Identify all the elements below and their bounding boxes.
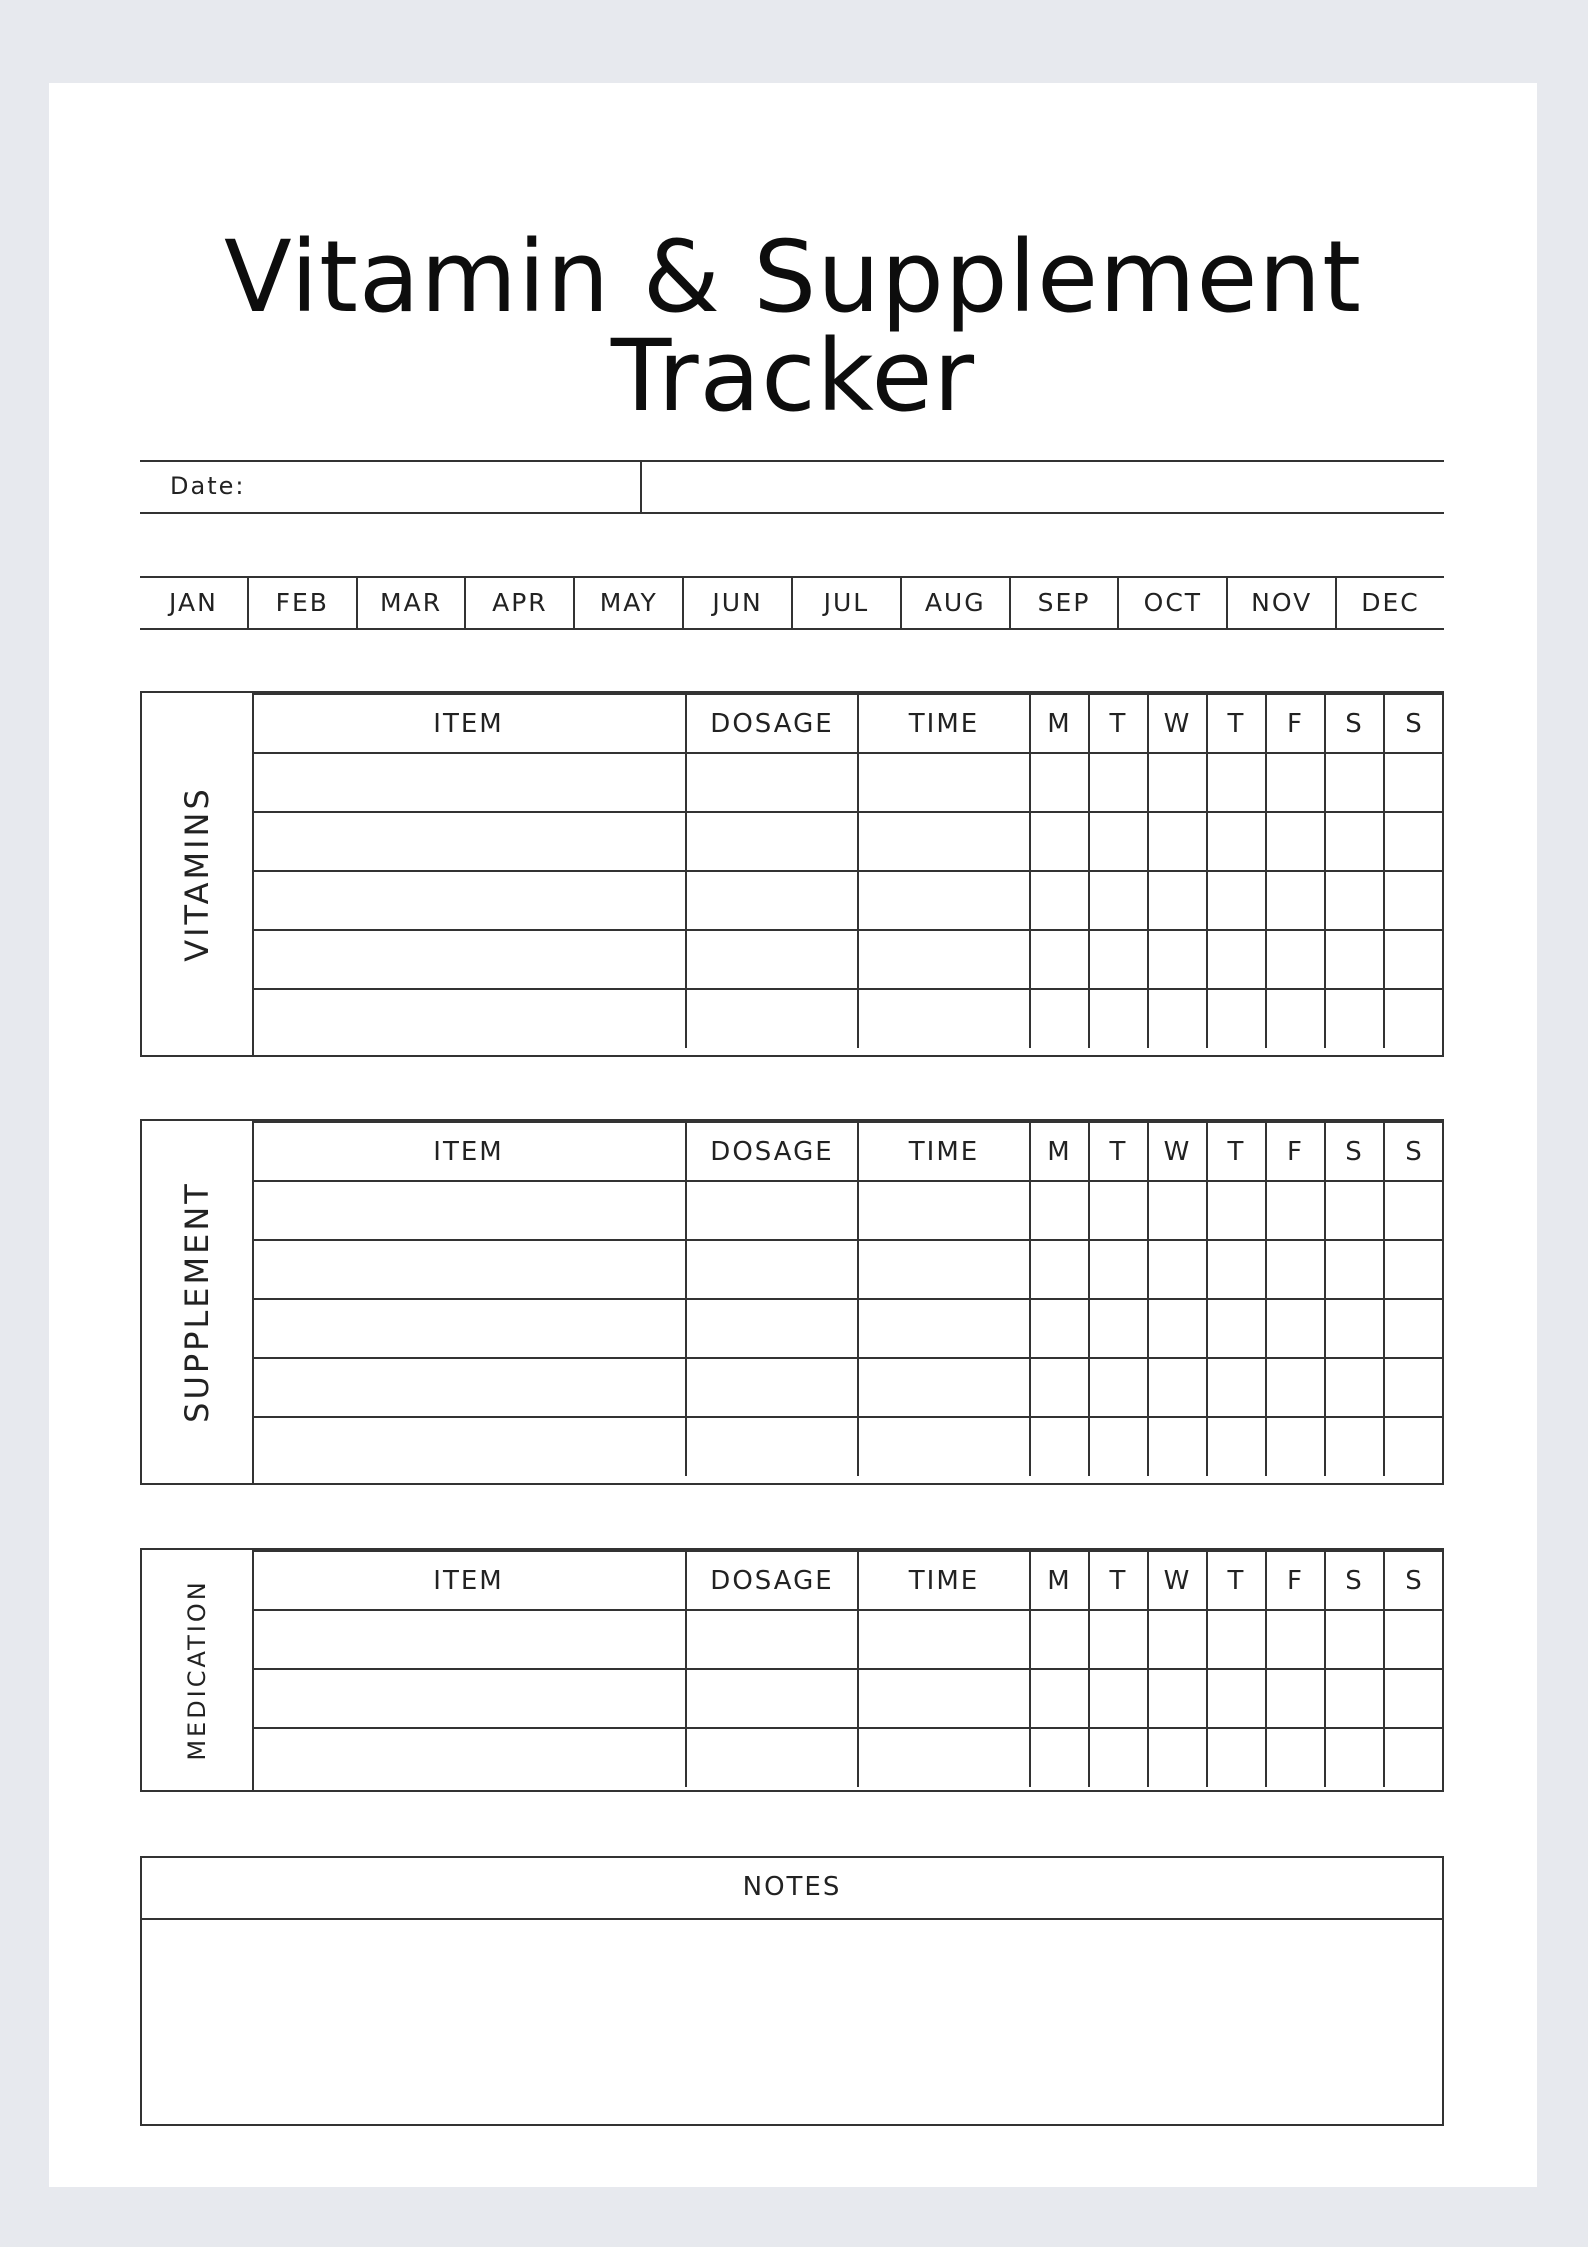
day-check-cell[interactable] [1089, 871, 1148, 930]
time-cell[interactable] [858, 753, 1030, 812]
supplement-table [140, 1119, 1444, 1485]
header-day: W [1148, 1122, 1207, 1181]
day-check-cell[interactable] [1030, 1728, 1089, 1787]
table-row [252, 1299, 1444, 1358]
day-check-cell[interactable] [1384, 1417, 1444, 1476]
month-aug[interactable]: AUG [900, 578, 1009, 628]
table-row [252, 1181, 1444, 1240]
day-check-cell[interactable] [1207, 989, 1266, 1048]
day-check-cell[interactable] [1384, 1728, 1444, 1787]
day-check-cell[interactable] [1325, 753, 1384, 812]
day-check-cell[interactable] [1207, 1240, 1266, 1299]
header-item: ITEM [252, 1551, 686, 1610]
day-check-cell[interactable] [1089, 753, 1148, 812]
table-row [252, 989, 1444, 1048]
time-cell[interactable] [858, 1181, 1030, 1240]
day-check-cell[interactable] [1148, 1417, 1207, 1476]
day-check-cell[interactable] [1266, 812, 1325, 871]
date-divider [640, 462, 642, 512]
month-dec[interactable]: DEC [1335, 578, 1444, 628]
day-check-cell[interactable] [1384, 1358, 1444, 1417]
time-cell[interactable] [858, 1417, 1030, 1476]
day-check-cell[interactable] [1089, 1728, 1148, 1787]
day-check-cell[interactable] [1384, 871, 1444, 930]
month-row [140, 576, 1444, 630]
day-check-cell[interactable] [1325, 871, 1384, 930]
day-check-cell[interactable] [1384, 1669, 1444, 1728]
day-check-cell[interactable] [1148, 812, 1207, 871]
header-day: S [1384, 1551, 1444, 1610]
day-check-cell[interactable] [1207, 930, 1266, 989]
day-check-cell[interactable] [1384, 812, 1444, 871]
item-cell[interactable] [252, 1610, 686, 1669]
header-item: ITEM [252, 694, 686, 753]
month-jul[interactable]: JUL [791, 578, 900, 628]
day-check-cell[interactable] [1089, 812, 1148, 871]
item-cell[interactable] [252, 1417, 686, 1476]
day-check-cell[interactable] [1089, 1299, 1148, 1358]
day-check-cell[interactable] [1089, 1417, 1148, 1476]
day-check-cell[interactable] [1266, 989, 1325, 1048]
month-jan[interactable]: JAN [169, 588, 218, 617]
day-check-cell[interactable] [1325, 930, 1384, 989]
day-check-cell[interactable] [1089, 1240, 1148, 1299]
day-check-cell[interactable] [1384, 989, 1444, 1048]
dosage-cell[interactable] [686, 753, 858, 812]
item-cell[interactable] [252, 812, 686, 871]
day-check-cell[interactable] [1325, 1610, 1384, 1669]
header-dosage: DOSAGE [686, 1551, 858, 1610]
day-check-cell[interactable] [1207, 1610, 1266, 1669]
day-check-cell[interactable] [1266, 1181, 1325, 1240]
table-row [252, 1610, 1444, 1669]
item-cell[interactable] [252, 753, 686, 812]
day-check-cell[interactable] [1266, 1417, 1325, 1476]
day-check-cell[interactable] [1089, 989, 1148, 1048]
section-label-box [142, 1121, 254, 1483]
header-day: F [1266, 1551, 1325, 1610]
day-check-cell[interactable] [1089, 1181, 1148, 1240]
header-time: TIME [858, 1551, 1030, 1610]
day-check-cell[interactable] [1384, 1299, 1444, 1358]
day-check-cell[interactable] [1266, 871, 1325, 930]
time-cell[interactable] [858, 871, 1030, 930]
day-check-cell[interactable] [1030, 1181, 1089, 1240]
day-check-cell[interactable] [1266, 1299, 1325, 1358]
header-item: ITEM [252, 1122, 686, 1181]
medication-table [140, 1548, 1444, 1792]
day-check-cell[interactable] [1207, 871, 1266, 930]
table-row [252, 1240, 1444, 1299]
day-check-cell[interactable] [1030, 1417, 1089, 1476]
date-label: Date: [170, 472, 246, 500]
dosage-cell[interactable] [686, 1669, 858, 1728]
day-check-cell[interactable] [1207, 812, 1266, 871]
header-day: S [1384, 1122, 1444, 1181]
dosage-cell[interactable] [686, 930, 858, 989]
dosage-cell[interactable] [686, 1417, 858, 1476]
header-day: W [1148, 694, 1207, 753]
header-day: S [1325, 1122, 1384, 1181]
header-day: F [1266, 1122, 1325, 1181]
header-day: W [1148, 1551, 1207, 1610]
header-dosage: DOSAGE [686, 1122, 858, 1181]
header-day: S [1384, 694, 1444, 753]
day-check-cell[interactable] [1266, 1240, 1325, 1299]
item-cell[interactable] [252, 1669, 686, 1728]
date-row [140, 460, 1444, 514]
day-check-cell[interactable] [1089, 930, 1148, 989]
day-check-cell[interactable] [1266, 930, 1325, 989]
header-day: S [1325, 1551, 1384, 1610]
header-day: M [1030, 1122, 1089, 1181]
day-check-cell[interactable] [1384, 753, 1444, 812]
header-day: M [1030, 694, 1089, 753]
dosage-cell[interactable] [686, 1299, 858, 1358]
header-day: T [1207, 1122, 1266, 1181]
day-check-cell[interactable] [1325, 812, 1384, 871]
month-oct[interactable]: OCT [1117, 578, 1226, 628]
day-check-cell[interactable] [1030, 753, 1089, 812]
day-check-cell[interactable] [1325, 989, 1384, 1048]
header-day: T [1089, 1122, 1148, 1181]
day-check-cell[interactable] [1148, 1240, 1207, 1299]
day-check-cell[interactable] [1030, 1240, 1089, 1299]
item-cell[interactable] [252, 1728, 686, 1787]
section-grid [252, 1121, 1444, 1476]
day-check-cell[interactable] [1207, 1417, 1266, 1476]
day-check-cell[interactable] [1030, 1610, 1089, 1669]
item-cell[interactable] [252, 1181, 686, 1240]
day-check-cell[interactable] [1325, 1728, 1384, 1787]
item-cell[interactable] [252, 871, 686, 930]
month-feb[interactable]: FEB [247, 578, 356, 628]
month-mar[interactable]: MAR [356, 578, 465, 628]
table-row [252, 1417, 1444, 1476]
table-row [252, 753, 1444, 812]
vitamins-table [140, 691, 1444, 1057]
notes-box [140, 1856, 1444, 2126]
dosage-cell[interactable] [686, 1728, 858, 1787]
day-check-cell[interactable] [1207, 1299, 1266, 1358]
header-day: T [1089, 1551, 1148, 1610]
day-check-cell[interactable] [1089, 1358, 1148, 1417]
table-row [252, 1669, 1444, 1728]
dosage-cell[interactable] [686, 1610, 858, 1669]
day-check-cell[interactable] [1030, 1299, 1089, 1358]
header-time: TIME [858, 1122, 1030, 1181]
day-check-cell[interactable] [1266, 753, 1325, 812]
dosage-cell[interactable] [686, 989, 858, 1048]
day-check-cell[interactable] [1207, 1728, 1266, 1787]
day-check-cell[interactable] [1325, 1240, 1384, 1299]
header-day: F [1266, 694, 1325, 753]
table-row [252, 1728, 1444, 1787]
item-cell[interactable] [252, 989, 686, 1048]
item-cell[interactable] [252, 1240, 686, 1299]
day-check-cell[interactable] [1030, 1669, 1089, 1728]
month-nov[interactable]: NOV [1226, 578, 1335, 628]
month-may[interactable]: MAY [573, 578, 682, 628]
day-check-cell[interactable] [1325, 1669, 1384, 1728]
header-day: T [1089, 694, 1148, 753]
day-check-cell[interactable] [1148, 989, 1207, 1048]
table-row [252, 812, 1444, 871]
time-cell[interactable] [858, 1299, 1030, 1358]
time-cell[interactable] [858, 812, 1030, 871]
day-check-cell[interactable] [1266, 1358, 1325, 1417]
dosage-cell[interactable] [686, 812, 858, 871]
day-check-cell[interactable] [1384, 1181, 1444, 1240]
section-label-box [142, 1550, 254, 1790]
item-cell[interactable] [252, 930, 686, 989]
day-check-cell[interactable] [1148, 1358, 1207, 1417]
header-dosage: DOSAGE [686, 694, 858, 753]
day-check-cell[interactable] [1384, 1610, 1444, 1669]
time-cell[interactable] [858, 930, 1030, 989]
section-grid [252, 693, 1444, 1048]
dosage-cell[interactable] [686, 1358, 858, 1417]
day-check-cell[interactable] [1148, 753, 1207, 812]
header-time: TIME [858, 694, 1030, 753]
day-check-cell[interactable] [1325, 1181, 1384, 1240]
day-check-cell[interactable] [1030, 989, 1089, 1048]
day-check-cell[interactable] [1384, 1240, 1444, 1299]
day-check-cell[interactable] [1207, 1669, 1266, 1728]
day-check-cell[interactable] [1207, 1181, 1266, 1240]
day-check-cell[interactable] [1030, 812, 1089, 871]
day-check-cell[interactable] [1030, 930, 1089, 989]
day-check-cell[interactable] [1325, 1358, 1384, 1417]
day-check-cell[interactable] [1148, 1728, 1207, 1787]
header-day: M [1030, 1551, 1089, 1610]
day-check-cell[interactable] [1148, 1181, 1207, 1240]
notes-header: NOTES [142, 1858, 1442, 1920]
header-day: T [1207, 694, 1266, 753]
day-check-cell[interactable] [1266, 1610, 1325, 1669]
section-grid [252, 1550, 1444, 1787]
day-check-cell[interactable] [1325, 1299, 1384, 1358]
day-check-cell[interactable] [1148, 1610, 1207, 1669]
day-check-cell[interactable] [1148, 1669, 1207, 1728]
header-day: S [1325, 694, 1384, 753]
day-check-cell[interactable] [1384, 930, 1444, 989]
day-check-cell[interactable] [1207, 1358, 1266, 1417]
day-check-cell[interactable] [1148, 1299, 1207, 1358]
dosage-cell[interactable] [686, 871, 858, 930]
day-check-cell[interactable] [1148, 871, 1207, 930]
table-row [252, 930, 1444, 989]
month-jun[interactable]: JUN [682, 578, 791, 628]
section-label: MEDICATION [183, 1579, 211, 1761]
item-cell[interactable] [252, 1358, 686, 1417]
table-row [252, 871, 1444, 930]
month-sep[interactable]: SEP [1009, 578, 1118, 628]
day-check-cell[interactable] [1266, 1728, 1325, 1787]
time-cell[interactable] [858, 1358, 1030, 1417]
day-check-cell[interactable] [1148, 930, 1207, 989]
time-cell[interactable] [858, 1240, 1030, 1299]
day-check-cell[interactable] [1030, 1358, 1089, 1417]
section-label-box [142, 693, 254, 1055]
time-cell[interactable] [858, 1728, 1030, 1787]
day-check-cell[interactable] [1089, 1669, 1148, 1728]
time-cell[interactable] [858, 989, 1030, 1048]
table-row [252, 1358, 1444, 1417]
month-apr[interactable]: APR [464, 578, 573, 628]
dosage-cell[interactable] [686, 1181, 858, 1240]
page-title: Vitamin & Supplement Tracker [224, 220, 1362, 434]
day-check-cell[interactable] [1266, 1669, 1325, 1728]
tracker-sheet [49, 83, 1537, 2187]
time-cell[interactable] [858, 1610, 1030, 1669]
day-check-cell[interactable] [1207, 753, 1266, 812]
header-day: T [1207, 1551, 1266, 1610]
item-cell[interactable] [252, 1299, 686, 1358]
day-check-cell[interactable] [1030, 871, 1089, 930]
section-label: SUPPLEMENT [178, 1181, 216, 1423]
day-check-cell[interactable] [1325, 1417, 1384, 1476]
day-check-cell[interactable] [1089, 1610, 1148, 1669]
section-label: VITAMINS [178, 786, 216, 962]
time-cell[interactable] [858, 1669, 1030, 1728]
dosage-cell[interactable] [686, 1240, 858, 1299]
